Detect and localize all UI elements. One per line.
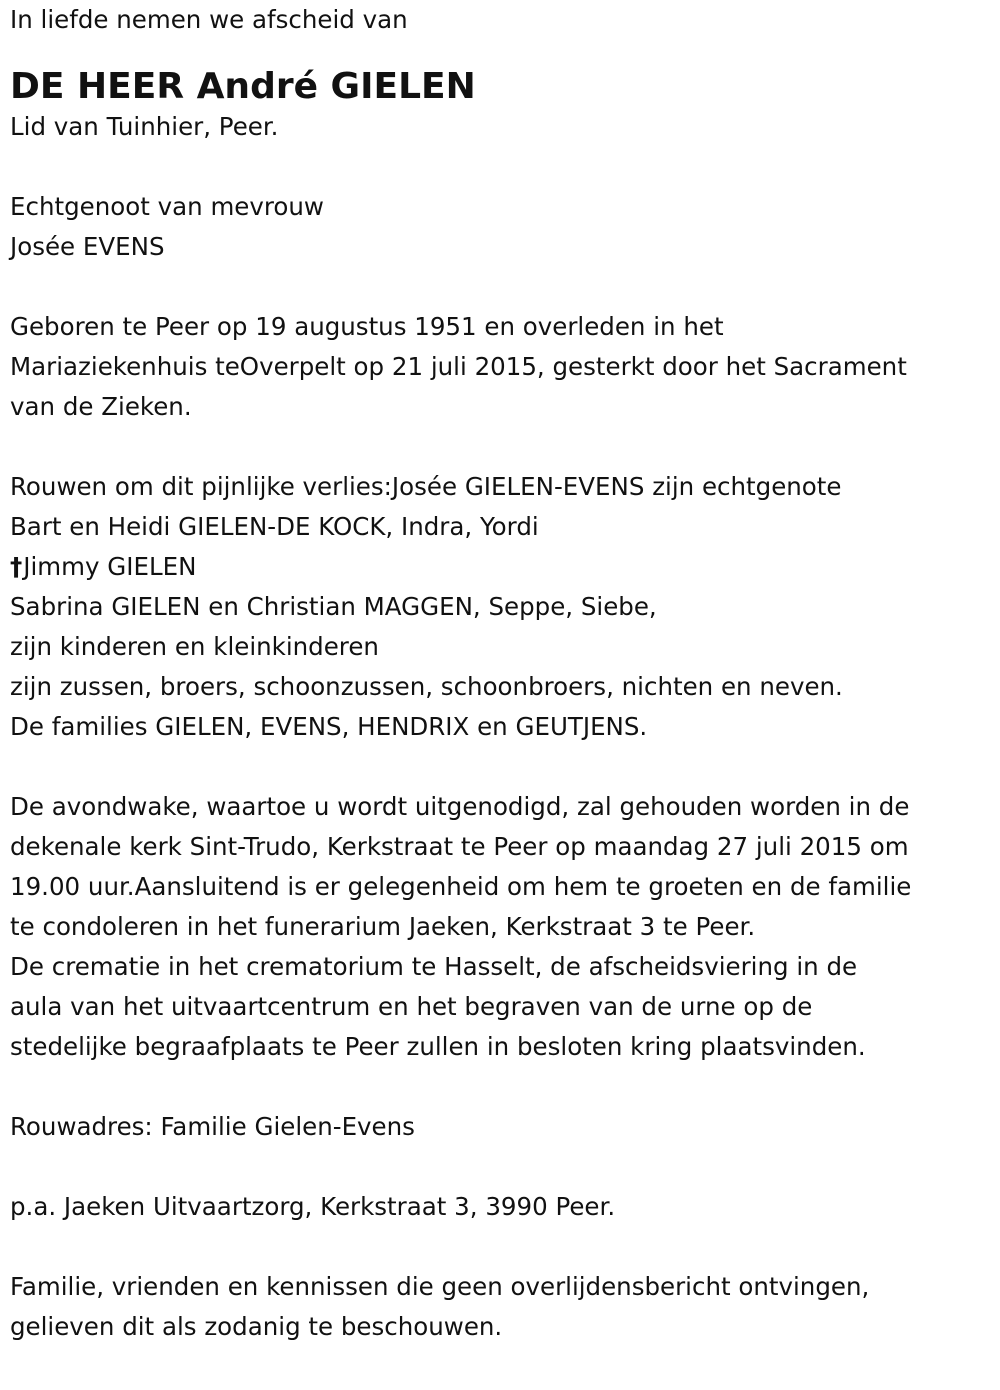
mourner-name: Jimmy GIELEN [23,552,197,581]
spacer [10,147,995,187]
mourners-section [10,467,995,747]
spouse-line-2: Josée EVENS [10,232,165,261]
spacer [10,1067,995,1107]
ceremony-line-5: De crematie in het crematorium te Hasselt, de afscheidsviering in de [10,952,858,981]
ceremony-section [10,787,995,1067]
ceremony-line-6: aula van het uitvaartcentrum en het begraven van de urne op de [10,992,813,1021]
death-notice [10,0,995,1347]
intro-text: In liefde nemen we afscheid van [10,5,408,34]
pa-address-text: p.a. Jaeken Uitvaartzorg, Kerkstraat 3, 3990 Peer. [10,1192,616,1221]
membership-text: Lid van Tuinhier, Peer. [10,112,279,141]
ceremony-line-3: 19.00 uur.Aansluitend is er gelegenheid om hem te groeten en de familie [10,872,912,901]
birth-death-section [10,307,995,427]
mourners-line-3 [10,547,995,587]
spouse-line-1: Echtgenoot van mevrouw [10,192,324,221]
spacer [10,427,995,467]
mourners-line-6: zijn zussen, broers, schoonzussen, schoonbroers, nichten en neven. [10,672,843,701]
closing-section [10,1267,995,1347]
birth-line-2: Mariaziekenhuis teOverpelt op 21 juli 2015, gesterkt door het Sacrament [10,352,907,381]
mourners-line-4: Sabrina GIELEN en Christian MAGGEN, Seppe, Siebe, [10,592,657,621]
spacer [10,747,995,787]
rouwadres-text: Rouwadres: Familie Gielen-Evens [10,1112,415,1141]
ceremony-line-1: De avondwake, waartoe u wordt uitgenodigd, zal gehouden worden in de [10,792,910,821]
mourners-line-7: De families GIELEN, EVENS, HENDRIX en GEUTJENS. [10,712,648,741]
closing-line-1: Familie, vrienden en kennissen die geen overlijdensbericht ontvingen, [10,1272,870,1301]
spacer [10,1147,995,1187]
spacer [10,267,995,307]
cross-icon: † [10,552,23,581]
mourners-line-5: zijn kinderen en kleinkinderen [10,632,379,661]
ceremony-line-7: stedelijke begraafplaats te Peer zullen in besloten kring plaatsvinden. [10,1032,866,1061]
spouse-section [10,187,995,267]
deceased-name: DE HEER André GIELEN [10,66,476,107]
closing-line-2: gelieven dit als zodanig te beschouwen. [10,1312,503,1341]
spacer [10,1227,995,1267]
mourners-line-2: Bart en Heidi GIELEN-DE KOCK, Indra, Yordi [10,512,539,541]
ceremony-line-4: te condoleren in het funerarium Jaeken, Kerkstraat 3 te Peer. [10,912,756,941]
ceremony-line-2: dekenale kerk Sint-Trudo, Kerkstraat te Peer op maandag 27 juli 2015 om [10,832,909,861]
birth-line-1: Geboren te Peer op 19 augustus 1951 en overleden in het [10,312,724,341]
birth-line-3: van de Zieken. [10,392,192,421]
mourners-line-1: Rouwen om dit pijnlijke verlies:Josée GIELEN-EVENS zijn echtgenote [10,472,842,501]
